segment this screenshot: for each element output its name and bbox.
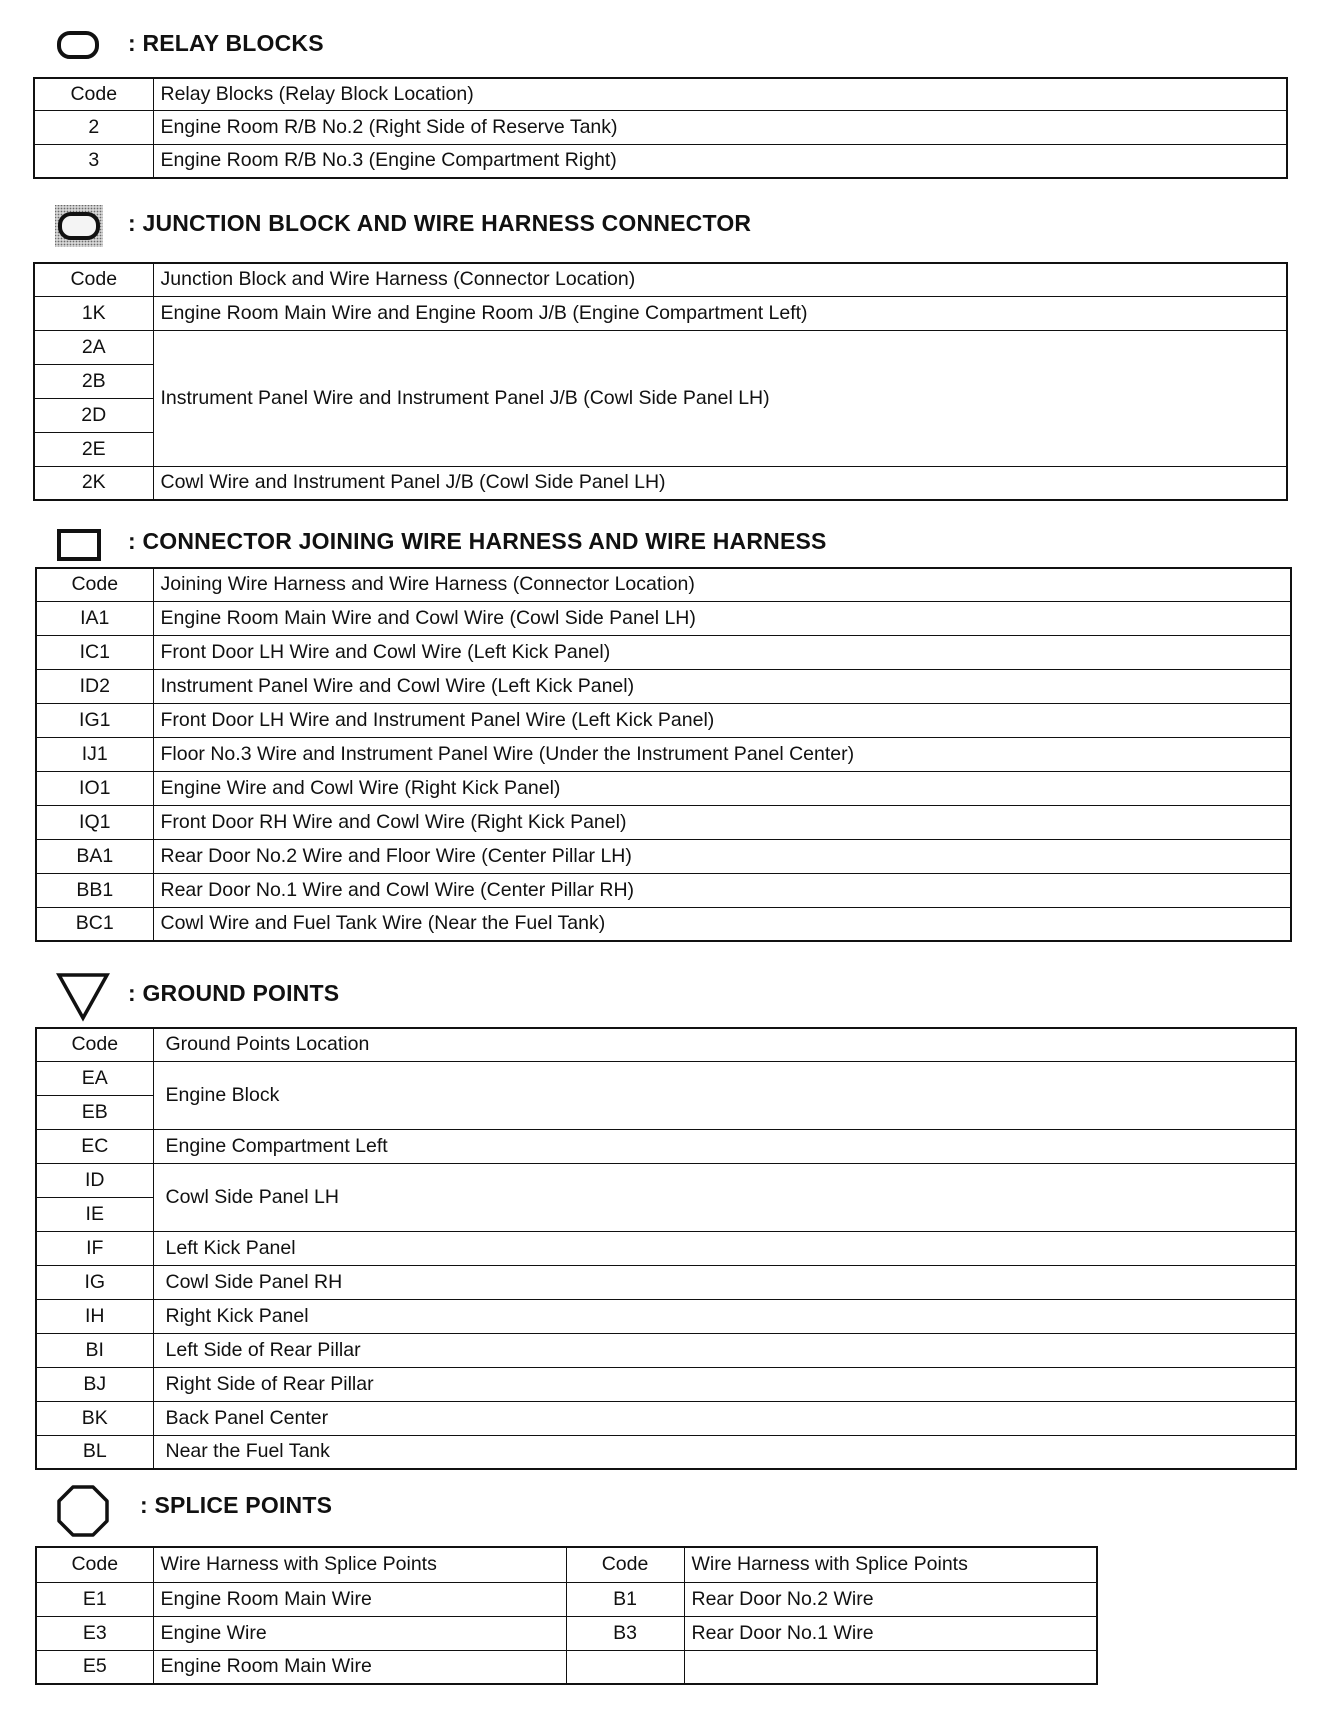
- row-code: 2D: [34, 398, 153, 432]
- table-header-row: [34, 78, 1287, 110]
- rectangle-outline-icon: [56, 528, 102, 562]
- row-description: [684, 1650, 1097, 1684]
- table-row: [36, 1129, 1296, 1163]
- table-row: [36, 907, 1291, 941]
- row-code: 2A: [34, 330, 153, 364]
- row-description: Engine Compartment Left: [153, 1129, 1296, 1163]
- row-description: Rear Door No.1 Wire: [684, 1616, 1097, 1650]
- location-header: Relay Blocks (Relay Block Location): [153, 78, 1287, 110]
- row-description: Near the Fuel Tank: [153, 1435, 1296, 1469]
- connector-heading: [0, 520, 1328, 564]
- row-description: Left Kick Panel: [153, 1231, 1296, 1265]
- row-code: IO1: [36, 771, 153, 805]
- location-header: Ground Points Location: [153, 1028, 1296, 1061]
- table-row: [36, 1367, 1296, 1401]
- row-code: EB: [36, 1095, 153, 1129]
- row-code: IH: [36, 1299, 153, 1333]
- row-code: E5: [36, 1650, 153, 1684]
- row-code: IG1: [36, 703, 153, 737]
- row-code: ID: [36, 1163, 153, 1197]
- junction-block-table: [33, 262, 1288, 501]
- row-description: Engine Room Main Wire: [153, 1582, 566, 1616]
- row-code: ID2: [36, 669, 153, 703]
- row-description: Instrument Panel Wire and Cowl Wire (Left Kick Panel): [153, 669, 1291, 703]
- row-description: Front Door LH Wire and Cowl Wire (Left Kick Panel): [153, 635, 1291, 669]
- row-code: 1K: [34, 296, 153, 330]
- triangle-down-icon: [56, 972, 110, 1022]
- table-header-row: [36, 1028, 1296, 1061]
- shaded-rounded-rect-icon: [54, 204, 104, 248]
- row-code: EC: [36, 1129, 153, 1163]
- row-description: Cowl Side Panel LH: [153, 1163, 1296, 1231]
- junction-block-title: : JUNCTION BLOCK AND WIRE HARNESS CONNECTOR: [128, 210, 752, 236]
- splice-points-heading: [0, 1484, 1328, 1528]
- connector-title: : CONNECTOR JOINING WIRE HARNESS AND WIRE HARNESS: [128, 528, 827, 554]
- row-description: Right Kick Panel: [153, 1299, 1296, 1333]
- table-row: [34, 110, 1287, 144]
- table-row: [36, 635, 1291, 669]
- row-description: Engine Room Main Wire: [153, 1650, 566, 1684]
- octagon-icon: [56, 1484, 110, 1538]
- row-code: IQ1: [36, 805, 153, 839]
- row-code: IG: [36, 1265, 153, 1299]
- row-description: Left Side of Rear Pillar: [153, 1333, 1296, 1367]
- row-description: Rear Door No.1 Wire and Cowl Wire (Center Pillar RH): [153, 873, 1291, 907]
- row-code: 3: [34, 144, 153, 178]
- harness-header: Wire Harness with Splice Points: [153, 1547, 566, 1582]
- row-code: BK: [36, 1401, 153, 1435]
- splice-points-title: : SPLICE POINTS: [140, 1492, 333, 1518]
- row-description: Instrument Panel Wire and Instrument Panel J/B (Cowl Side Panel LH): [153, 330, 1287, 466]
- row-code: E1: [36, 1582, 153, 1616]
- code-header: Code: [36, 568, 153, 601]
- row-code: IA1: [36, 601, 153, 635]
- table-row: [34, 296, 1287, 330]
- row-code: [566, 1650, 684, 1684]
- row-code: EA: [36, 1061, 153, 1095]
- location-header: Junction Block and Wire Harness (Connector Location): [153, 263, 1287, 296]
- row-code: IJ1: [36, 737, 153, 771]
- table-row: [36, 601, 1291, 635]
- row-description: Cowl Side Panel RH: [153, 1265, 1296, 1299]
- row-description: Front Door LH Wire and Instrument Panel Wire (Left Kick Panel): [153, 703, 1291, 737]
- row-code: BA1: [36, 839, 153, 873]
- code-header: Code: [34, 263, 153, 296]
- table-row: [36, 1061, 1296, 1095]
- row-code: IF: [36, 1231, 153, 1265]
- row-code: B3: [566, 1616, 684, 1650]
- row-description: Engine Wire: [153, 1616, 566, 1650]
- table-row: [36, 771, 1291, 805]
- table-row: [36, 1435, 1296, 1469]
- row-code: IC1: [36, 635, 153, 669]
- ground-points-table: [35, 1027, 1297, 1470]
- harness-header: Wire Harness with Splice Points: [684, 1547, 1097, 1582]
- junction-block-heading: [0, 202, 1328, 246]
- row-description: Back Panel Center: [153, 1401, 1296, 1435]
- table-row: [36, 839, 1291, 873]
- relay-blocks-table: [33, 77, 1288, 179]
- row-description: Right Side of Rear Pillar: [153, 1367, 1296, 1401]
- row-code: BC1: [36, 907, 153, 941]
- table-row: [36, 1163, 1296, 1197]
- table-row: [34, 144, 1287, 178]
- code-header: Code: [36, 1028, 153, 1061]
- table-row: [36, 1299, 1296, 1333]
- row-code: 2: [34, 110, 153, 144]
- rounded-rect-outline-icon: [56, 30, 100, 60]
- table-row: [36, 1333, 1296, 1367]
- relay-blocks-title: : RELAY BLOCKS: [128, 30, 324, 56]
- table-header-row: [34, 263, 1287, 296]
- row-description: Floor No.3 Wire and Instrument Panel Wire (Under the Instrument Panel Center): [153, 737, 1291, 771]
- code-header: Code: [36, 1547, 153, 1582]
- row-code: E3: [36, 1616, 153, 1650]
- code-header: Code: [34, 78, 153, 110]
- row-code: BB1: [36, 873, 153, 907]
- code-header: Code: [566, 1547, 684, 1582]
- table-row: [36, 737, 1291, 771]
- location-header: Joining Wire Harness and Wire Harness (Connector Location): [153, 568, 1291, 601]
- table-row: [36, 1616, 1097, 1650]
- row-code: 2E: [34, 432, 153, 466]
- row-description: Cowl Wire and Fuel Tank Wire (Near the Fuel Tank): [153, 907, 1291, 941]
- row-code: 2B: [34, 364, 153, 398]
- row-code: BI: [36, 1333, 153, 1367]
- row-description: Engine Room R/B No.3 (Engine Compartment Right): [153, 144, 1287, 178]
- row-code: B1: [566, 1582, 684, 1616]
- row-code: IE: [36, 1197, 153, 1231]
- row-code: BJ: [36, 1367, 153, 1401]
- row-code: 2K: [34, 466, 153, 500]
- table-row: [36, 1582, 1097, 1616]
- table-row: [34, 466, 1287, 500]
- row-description: Front Door RH Wire and Cowl Wire (Right Kick Panel): [153, 805, 1291, 839]
- row-description: Cowl Wire and Instrument Panel J/B (Cowl Side Panel LH): [153, 466, 1287, 500]
- table-row: [36, 669, 1291, 703]
- table-row: [34, 330, 1287, 364]
- connector-table: [35, 567, 1292, 942]
- relay-blocks-heading: [0, 22, 1328, 66]
- row-description: Engine Room Main Wire and Cowl Wire (Cowl Side Panel LH): [153, 601, 1291, 635]
- table-header-row: [36, 568, 1291, 601]
- table-row: [36, 1231, 1296, 1265]
- row-description: Engine Room Main Wire and Engine Room J/B (Engine Compartment Left): [153, 296, 1287, 330]
- table-row: [36, 703, 1291, 737]
- splice-points-table: [35, 1546, 1098, 1685]
- ground-points-title: : GROUND POINTS: [128, 980, 340, 1006]
- table-header-row: [36, 1547, 1097, 1582]
- row-code: BL: [36, 1435, 153, 1469]
- table-row: [36, 1650, 1097, 1684]
- row-description: Rear Door No.2 Wire and Floor Wire (Center Pillar LH): [153, 839, 1291, 873]
- table-row: [36, 1265, 1296, 1299]
- table-row: [36, 1401, 1296, 1435]
- row-description: Rear Door No.2 Wire: [684, 1582, 1097, 1616]
- row-description: Engine Block: [153, 1061, 1296, 1129]
- row-description: Engine Wire and Cowl Wire (Right Kick Panel): [153, 771, 1291, 805]
- table-row: [36, 805, 1291, 839]
- row-description: Engine Room R/B No.2 (Right Side of Reserve Tank): [153, 110, 1287, 144]
- ground-points-heading: [0, 972, 1328, 1016]
- table-row: [36, 873, 1291, 907]
